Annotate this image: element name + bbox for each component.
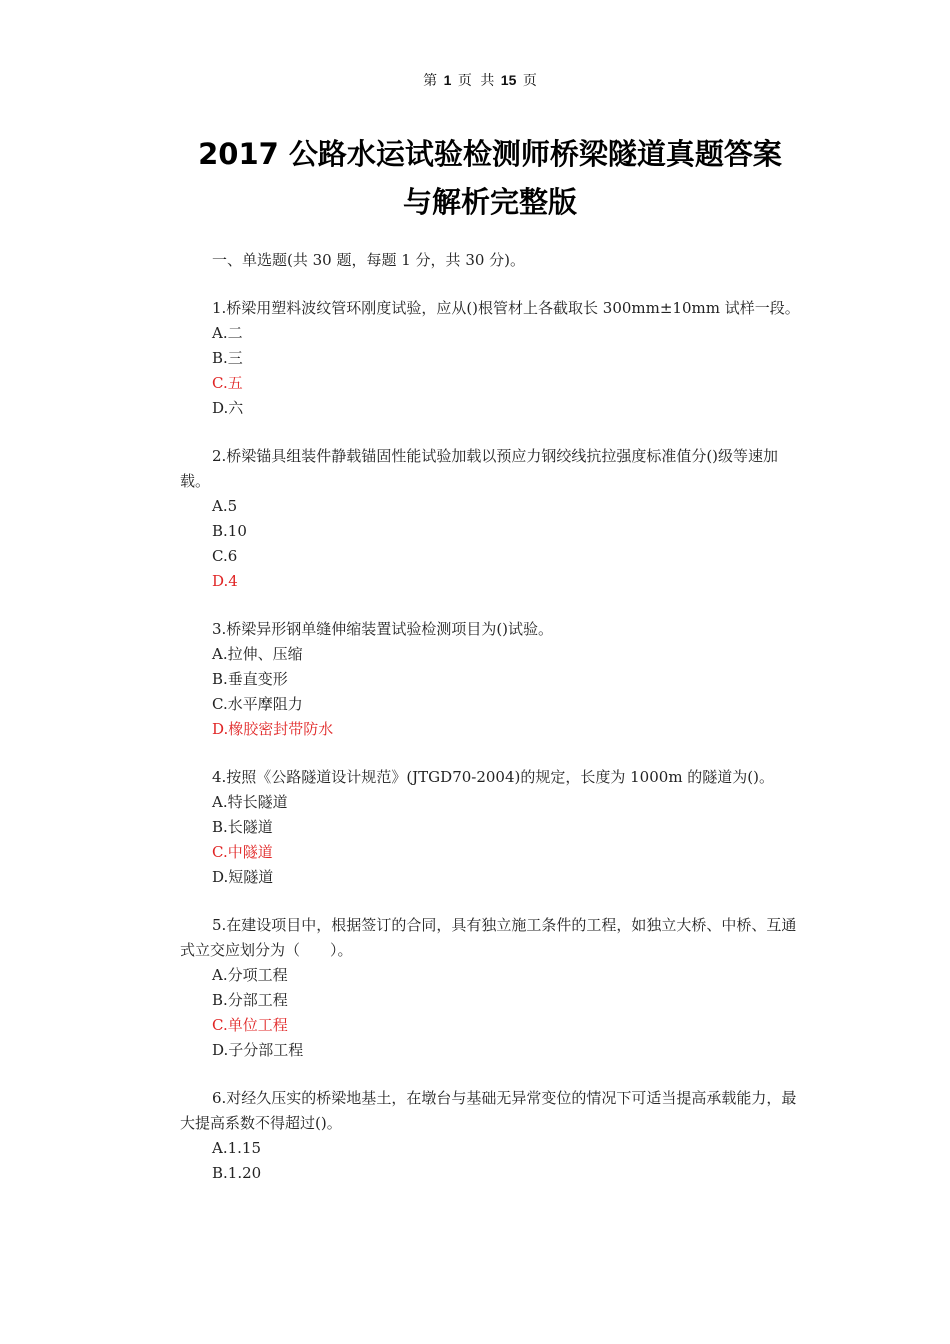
option-c-answer: C.单位工程: [212, 1016, 288, 1034]
option-a: A.二: [212, 324, 243, 342]
question-6: [180, 1086, 800, 1186]
header-total-pages: 15: [500, 72, 517, 88]
option-c-answer: C.五: [212, 374, 243, 392]
option-a: A.拉伸、压缩: [212, 645, 303, 663]
option-a: A.分项工程: [212, 966, 288, 984]
option-a: A.1.15: [212, 1139, 261, 1157]
header-gong: 共: [480, 73, 495, 89]
question-4: [180, 765, 800, 890]
document-body: [180, 248, 800, 1209]
question-stem: 6.对经久压实的桥梁地基土，在墩台与基础无异常变位的情况下可适当提高承载能力，最大提高系数不得超过()。: [180, 1089, 797, 1132]
option-c: C.6: [212, 547, 238, 565]
section-heading: 一、单选题(共 30 题，每题 1 分，共 30 分)。: [212, 251, 526, 269]
header-ye: 页: [457, 73, 472, 89]
question-1: [180, 296, 800, 421]
header-page-number: 1: [443, 72, 452, 88]
option-b: B.垂直变形: [212, 670, 288, 688]
question-stem: 2.桥梁锚具组装件静载锚固性能试验加载以预应力钢绞线抗拉强度标准值分()级等速加载。: [180, 447, 779, 490]
option-c: C.水平摩阻力: [212, 695, 303, 713]
question-stem: 1.桥梁用塑料波纹管环刚度试验，应从()根管材上各截取长 300mm±10mm 试样一段。: [212, 299, 800, 317]
option-c-answer: C.中隧道: [212, 843, 273, 861]
option-b: B.10: [212, 522, 247, 540]
option-d: D.短隧道: [212, 868, 274, 886]
option-a: A.5: [212, 497, 238, 515]
document-title: [180, 130, 800, 226]
question-3: [180, 617, 800, 742]
header-ye2: 页: [522, 73, 537, 89]
page-header: [0, 70, 950, 90]
option-b: B.长隧道: [212, 818, 273, 836]
option-d: D.六: [212, 399, 244, 417]
option-b: B.1.20: [212, 1164, 262, 1182]
question-5: [180, 913, 800, 1063]
option-b: B.三: [212, 349, 243, 367]
question-2: [180, 444, 800, 594]
title-line-1: 2017 公路水运试验检测师桥梁隧道真题答案: [198, 137, 782, 171]
question-stem: 4.按照《公路隧道设计规范》(JTGD70-2004)的规定，长度为 1000m 的隧道为()。: [212, 768, 775, 786]
option-a: A.特长隧道: [212, 793, 288, 811]
option-d: D.子分部工程: [212, 1041, 304, 1059]
title-line-2: 与解析完整版: [402, 185, 577, 219]
option-d-answer: D.4: [212, 572, 238, 590]
option-d-answer: D.橡胶密封带防水: [212, 720, 334, 738]
question-stem: 3.桥梁异形钢单缝伸缩装置试验检测项目为()试验。: [212, 620, 554, 638]
header-di: 第: [423, 73, 438, 89]
option-b: B.分部工程: [212, 991, 288, 1009]
question-stem: 5.在建设项目中，根据签订的合同，具有独立施工条件的工程，如独立大桥、中桥、互通式立交应划分为（ ）。: [180, 916, 797, 959]
